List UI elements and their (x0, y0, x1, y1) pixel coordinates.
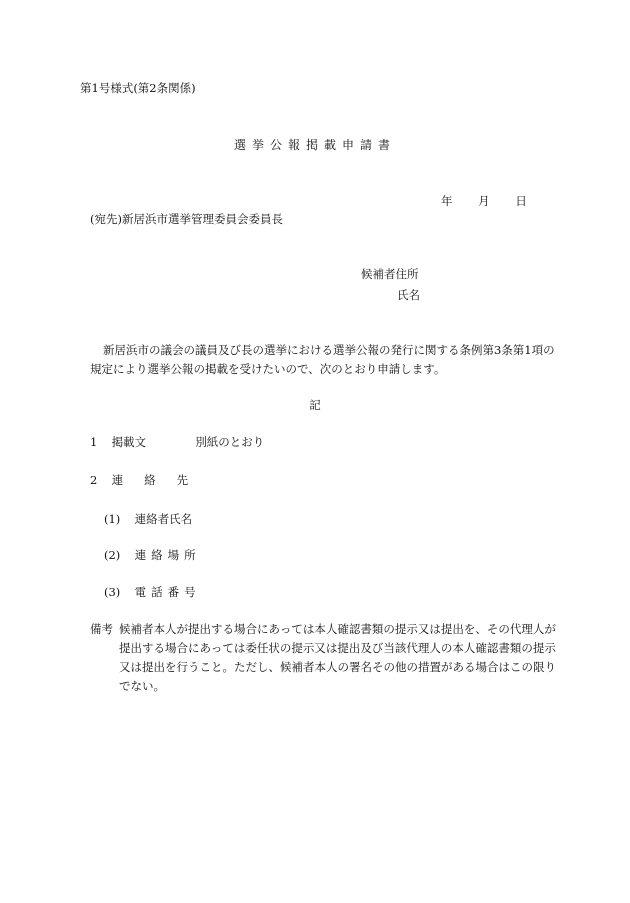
item-contact (90, 472, 209, 488)
date-line (441, 193, 527, 209)
ki-heading: 記 (309, 398, 321, 412)
form-number: 第1号様式(第2条関係) (80, 81, 196, 95)
item-number: 1 (90, 435, 98, 449)
sub-item-number: (2) (104, 548, 121, 562)
item-publication-text (90, 434, 264, 450)
sub-item-label: 連絡場所 (134, 548, 201, 562)
sub-item-number: (3) (104, 585, 121, 599)
date-year-label: 年 (441, 194, 453, 208)
remarks-text: 候補者本人が提出する場合にあっては本人確認書類の提示又は提出を、その代理人が提出する場合にあっては委任状の提示又は提出及び当該代理人の本人確認書類の提示又は提出を行うこと。ただし、候補者本人の署名その他の措置がある場合はこの限りでない。 (119, 622, 556, 693)
sub-item-phone (104, 584, 201, 600)
item-number: 2 (90, 473, 98, 487)
sub-item-contact-place (104, 547, 201, 563)
remarks-section (90, 620, 560, 696)
item-label: 掲載文 (111, 435, 147, 449)
sub-item-contact-name (104, 511, 192, 527)
item-value: 別紙のとおり (195, 435, 265, 449)
application-body: 新居浜市の議会の議員及び長の選挙における選挙公報の発行に関する条例第3条第1項の規定により選挙公報の掲載を受けたいので、次のとおり申請します。 (90, 343, 555, 376)
item-label: 連絡先 (111, 473, 210, 487)
sub-item-number: (1) (104, 512, 121, 526)
addressee: (宛先)新居浜市選挙管理委員会委員長 (90, 212, 283, 226)
remarks-heading: 備考 (90, 622, 113, 636)
candidate-name-label: 氏名 (397, 288, 420, 302)
sub-item-label: 電話番号 (134, 585, 201, 599)
sub-item-label: 連絡者氏名 (134, 512, 193, 526)
candidate-address-label: 候補者住所 (361, 267, 419, 281)
date-month-label: 月 (478, 194, 490, 208)
date-day-label: 日 (515, 194, 527, 208)
document-title: 選挙公報掲載申請書 (233, 138, 396, 152)
